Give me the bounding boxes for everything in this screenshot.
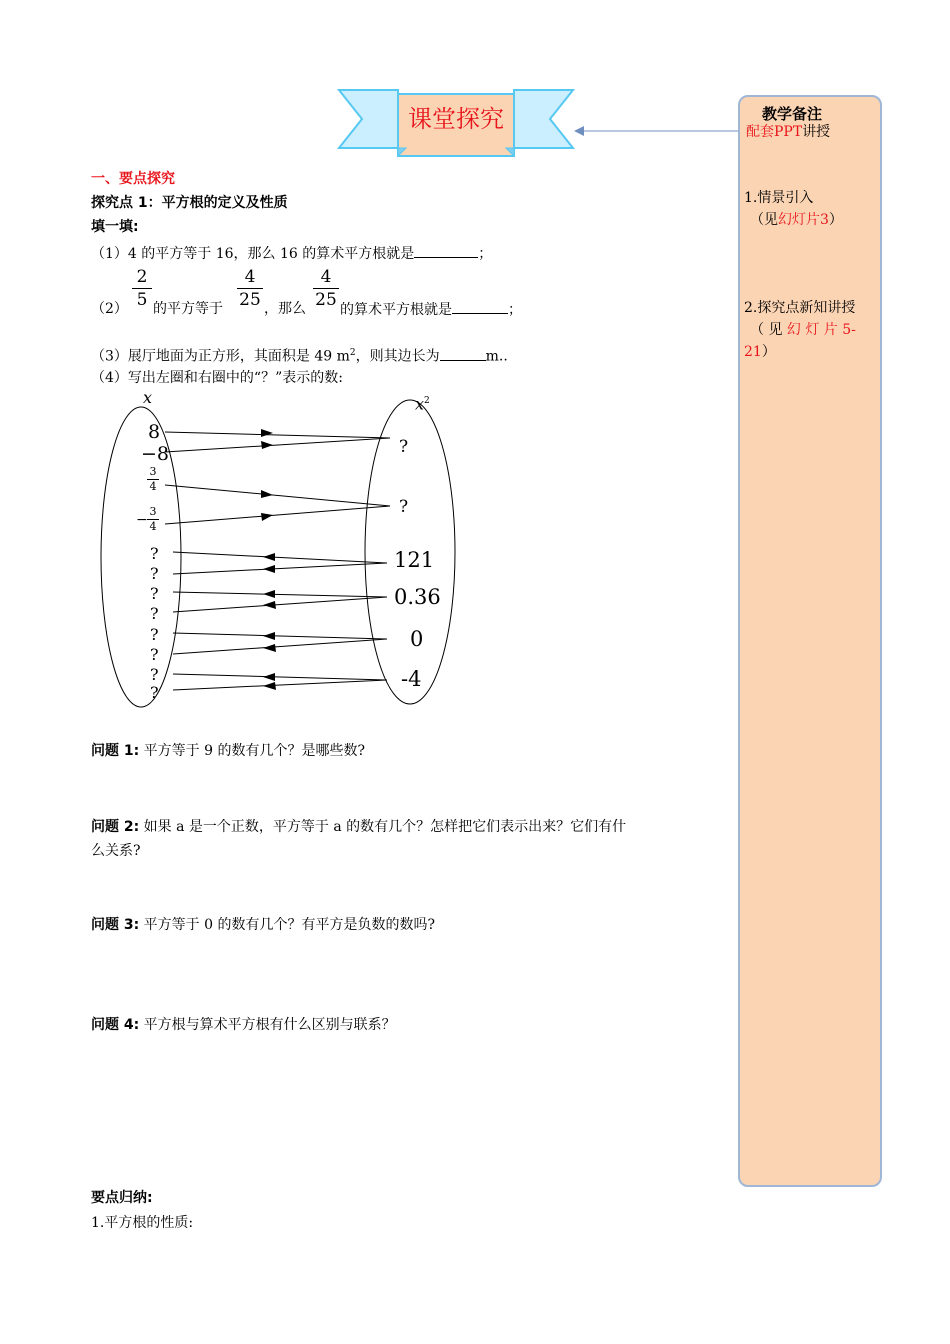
item2-link-b[interactable]: 21 [744,344,762,360]
sidebar-item1-ref [750,209,843,231]
question-4-label: 问题 4: [91,1017,140,1033]
question-2 [91,817,626,837]
right-value-036: 0.36 [394,585,441,609]
left-frac-neg-num: 3 [149,505,157,518]
left-q-1: ? [150,544,159,563]
left-fraction-pos [147,466,159,493]
q2-end: ； [508,302,522,318]
left-q-3: ? [150,584,159,603]
section-heading: 一、要点探究 [91,171,175,187]
left-q-6: ? [150,645,159,664]
item2-close: ） [761,344,776,360]
left-value-neg8: −8 [141,443,170,465]
left-q-2: ? [150,564,159,583]
fill-item-1 [91,243,492,264]
ppt-word: PPT [774,124,803,140]
question-2-cont: 么关系? [91,843,141,859]
q1-end: ； [478,246,493,262]
right-title-sup: 2 [424,396,430,406]
question-4 [91,1015,396,1035]
q2-rest [340,299,522,320]
item1-link[interactable]: 幻灯片3 [778,212,829,228]
fill-heading: 填一填: [91,219,139,235]
q1-text: （1）4 的平方等于 16，那么 16 的算术平方根就是 [91,246,415,262]
left-frac-pos-den: 4 [149,480,157,493]
q2-label: （2） [91,301,128,317]
left-value-8: 8 [148,421,161,443]
right-title-x: x [415,394,425,414]
item2-link-a[interactable]: 幻 灯 片 5- [786,322,856,338]
ppt-suffix: 讲授 [802,124,831,140]
teaching-notes-panel [738,95,882,1187]
fraction-b [237,267,263,310]
left-q-5: ? [150,625,159,644]
fraction-a-num: 2 [136,267,148,287]
fraction-b-num: 4 [244,267,256,287]
fraction-a [132,267,152,310]
right-set-title [415,392,430,413]
item1-open: （见 [750,212,778,228]
question-1-label: 问题 1: [91,743,140,759]
question-2-text: 如果 a 是一个正数，平方等于 a 的数有几个？怎样把它们表示出来？它们有什 [143,819,627,835]
right-q-1: ? [399,437,409,457]
q1-blank[interactable] [414,243,478,258]
q3-unit: m.. [485,348,508,365]
item1-close: ） [828,212,843,228]
sidebar-heading: 教学备注 [762,105,823,123]
fraction-c-num: 4 [320,267,332,287]
question-1 [91,741,365,761]
sidebar-item2-ref [750,319,856,341]
right-value-neg4: -4 [401,667,422,691]
question-4-text: 平方根与算术平方根有什么区别与联系？ [143,1017,396,1033]
left-q-4: ? [150,604,159,623]
q3-text-b: ，则其边长为 [355,348,440,365]
sidebar-item2-title: 2.探究点新知讲授 [744,300,856,316]
sidebar-item1-title: 1.情景引入 [744,190,814,206]
fraction-c [313,267,339,310]
right-value-0: 0 [410,627,424,651]
q2-mid3: 的算术平方根就是 [340,302,452,318]
fraction-b-den: 25 [239,290,261,310]
q3-sup: 2 [349,348,356,358]
left-q-7: ? [150,665,159,684]
fill-item-3 [91,343,508,367]
left-frac-neg-den: 4 [149,520,157,533]
summary-heading: 要点归纳: [91,1190,153,1206]
q2-mid2: ，那么 [264,301,306,317]
question-3 [91,915,435,935]
item2-open: （ 见 [750,322,783,338]
left-fraction-neg [147,506,159,533]
question-1-text: 平方等于 9 的数有几个？是哪些数? [143,743,365,759]
q3-blank[interactable] [440,346,486,361]
right-q-2: ? [399,497,409,517]
summary-item-1: 1.平方根的性质: [91,1215,194,1231]
sidebar-ppt-note [746,121,830,143]
right-value-121: 121 [394,548,435,572]
fraction-c-den: 25 [315,290,337,310]
point1-heading: 探究点 1：平方根的定义及性质 [91,195,288,211]
left-frac-pos-num: 3 [149,465,157,478]
left-neg-sign: − [136,512,148,528]
q2-blank[interactable] [452,299,508,314]
q2-mid1: 的平方等于 [153,301,223,317]
left-q-8: ? [150,683,159,702]
question-3-label: 问题 3: [91,917,140,933]
q3-text: （3）展厅地面为正方形，其面积是 49 m [91,348,350,365]
fill-item-4: （4）写出左圈和右圈中的“？”表示的数: [91,370,343,386]
fraction-a-den: 5 [136,290,148,310]
left-set-title: x [143,388,153,407]
sidebar-item2-ref2 [744,341,776,363]
banner-title: 课堂探究 [408,105,504,133]
ppt-prefix: 配套 [746,124,774,140]
question-3-text: 平方等于 0 的数有几个？有平方是负数的数吗? [143,917,435,933]
question-2-label: 问题 2: [91,819,140,835]
